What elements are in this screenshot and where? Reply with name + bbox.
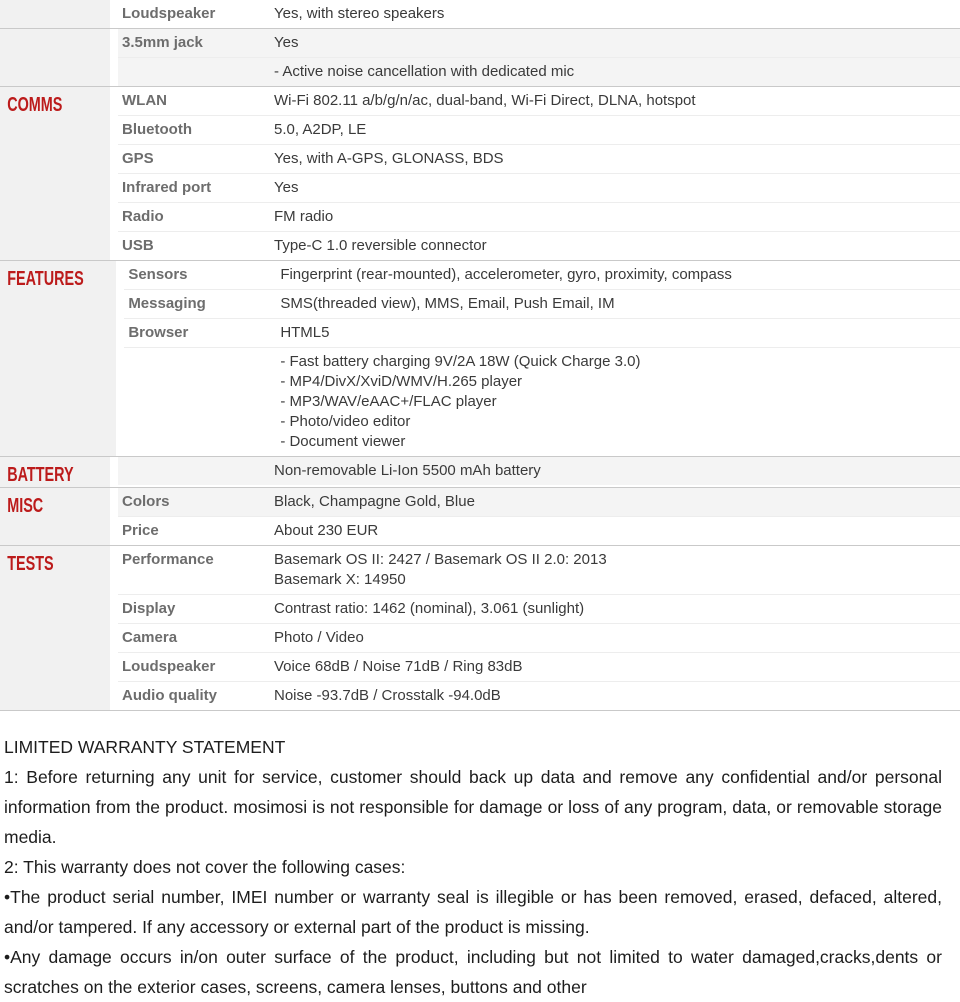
section-rows (118, 87, 960, 260)
spec-value (274, 488, 960, 516)
spec-value-line: - Active noise cancellation with dedicated mic (274, 63, 575, 80)
warranty-paragraph: 1: Before returning any unit for service, customer should back up data and remove any confidential and/or personal information from the product. mosimosi is not responsible for damage or loss of any program, data, or removable storage media. (4, 767, 942, 847)
category-label: TESTS (7, 553, 54, 575)
spec-value-line: FM radio (274, 208, 334, 225)
spec-attribute: Sensors (128, 266, 188, 283)
section-rows (118, 488, 960, 545)
spec-row (118, 0, 960, 28)
warranty-body (4, 762, 942, 1002)
spec-value-line: Contrast ratio: 1462 (nominal), 3.061 (sunlight) (274, 600, 585, 617)
spec-attribute: Camera (122, 629, 178, 646)
warranty-paragraph: •The product serial number, IMEI number or warranty seal is illegible or has been removed, erased, defaced, altered, and/or tampered. If any accessory or external part of the product is missing. (4, 887, 942, 937)
spec-attribute: Bluetooth (122, 121, 192, 138)
spec-attribute: Performance (122, 551, 214, 568)
spec-row (118, 87, 960, 116)
spec-row (118, 457, 960, 485)
warranty-paragraph: •Any damage occurs in/on outer surface of the product, including but not limited to water damaged,cracks,dents or scratches on the exterior cases, screens, camera lenses, buttons and other (4, 947, 942, 997)
spec-value-line: Fingerprint (rear-mounted), accelerometer, gyro, proximity, compass (280, 266, 732, 283)
spec-row (118, 595, 960, 624)
spec-attribute: Infrared port (122, 179, 212, 196)
category-label: COMMS (7, 94, 63, 116)
spec-attribute: Loudspeaker (122, 658, 216, 675)
spec-section (0, 456, 960, 487)
spec-value (274, 517, 960, 545)
category-label (0, 6, 7, 13)
section-rows (118, 29, 960, 86)
spec-value-line: Yes (274, 179, 299, 196)
spec-value (280, 348, 960, 456)
spec-section (0, 28, 960, 86)
spec-value-line: Basemark X: 14950 (274, 571, 406, 588)
spec-row (118, 58, 960, 86)
spec-row (124, 261, 960, 290)
spec-value (274, 457, 960, 485)
warranty-title: LIMITED WARRANTY STATEMENT (4, 737, 286, 757)
spec-row (124, 290, 960, 319)
spec-value (274, 595, 960, 623)
category-cell (0, 261, 116, 456)
spec-value-line: - MP4/DivX/XviD/WMV/H.265 player (280, 373, 523, 390)
spec-value-line: - Document viewer (280, 433, 406, 450)
spec-attribute: 3.5mm jack (122, 34, 203, 51)
spec-value-line: - Fast battery charging 9V/2A 18W (Quick Charge 3.0) (280, 353, 641, 370)
category-label (0, 35, 7, 42)
spec-value-line: Photo / Video (274, 629, 364, 646)
spec-attribute (118, 457, 274, 485)
spec-value (274, 145, 960, 173)
spec-value (280, 261, 960, 289)
spec-value-line: Noise -93.7dB / Crosstalk -94.0dB (274, 687, 501, 704)
spec-attribute: GPS (122, 150, 154, 167)
category-cell (0, 0, 110, 28)
spec-row (118, 145, 960, 174)
spec-attribute: Messaging (128, 295, 206, 312)
spec-attribute: Display (122, 600, 176, 617)
spec-value (274, 546, 960, 594)
category-cell (0, 29, 110, 86)
spec-value-line: Yes (274, 34, 299, 51)
spec-value (280, 319, 960, 347)
spec-value (274, 87, 960, 115)
spec-attribute: WLAN (122, 92, 167, 109)
spec-value-line: Non-removable Li-Ion 5500 mAh battery (274, 462, 541, 479)
spec-section (0, 260, 960, 456)
spec-row (118, 232, 960, 260)
category-label: BATTERY (7, 464, 74, 486)
spec-value (274, 203, 960, 231)
spec-value (274, 29, 960, 57)
section-rows (118, 0, 960, 28)
spec-value (274, 232, 960, 260)
spec-value (274, 682, 960, 710)
section-rows (118, 457, 960, 487)
spec-attribute: Loudspeaker (122, 5, 216, 22)
spec-attribute: USB (122, 237, 154, 254)
warranty-paragraph: 2: This warranty does not cover the following cases: (4, 857, 406, 877)
spec-value (274, 0, 960, 28)
spec-attribute: Colors (122, 493, 170, 510)
spec-row (118, 203, 960, 232)
spec-row (118, 517, 960, 545)
category-cell (0, 87, 110, 260)
spec-row (118, 29, 960, 58)
spec-value-line: HTML5 (280, 324, 330, 341)
spec-value-line: Black, Champagne Gold, Blue (274, 493, 475, 510)
spec-row (124, 348, 960, 456)
spec-value (274, 174, 960, 202)
spec-value-line: About 230 EUR (274, 522, 379, 539)
spec-row (118, 174, 960, 203)
spec-value (274, 653, 960, 681)
spec-value-line: Yes, with stereo speakers (274, 5, 445, 22)
section-rows (124, 261, 960, 456)
spec-value (280, 290, 960, 318)
category-cell (0, 488, 110, 545)
spec-row (118, 653, 960, 682)
spec-attribute: Radio (122, 208, 164, 225)
spec-value-line: Wi-Fi 802.11 a/b/g/n/ac, dual-band, Wi-Fi Direct, DLNA, hotspot (274, 92, 696, 109)
spec-attribute: Browser (128, 324, 189, 341)
spec-row (118, 624, 960, 653)
spec-value-line: Voice 68dB / Noise 71dB / Ring 83dB (274, 658, 523, 675)
spec-value-line: SMS(threaded view), MMS, Email, Push Email, IM (280, 295, 615, 312)
spec-section (0, 487, 960, 545)
spec-section (0, 86, 960, 260)
spec-value-line: Type-C 1.0 reversible connector (274, 237, 487, 254)
category-cell (0, 546, 110, 710)
spec-attribute: Audio quality (122, 687, 217, 704)
spec-attribute (124, 348, 280, 456)
spec-value-line: - MP3/WAV/eAAC+/FLAC player (280, 393, 497, 410)
spec-value-line: - Photo/video editor (280, 413, 411, 430)
spec-row (118, 116, 960, 145)
category-cell (0, 457, 110, 487)
category-label: FEATURES (7, 268, 84, 290)
spec-value-line: Yes, with A-GPS, GLONASS, BDS (274, 150, 504, 167)
section-rows (118, 546, 960, 710)
spec-attribute (118, 58, 274, 86)
warranty-section (0, 732, 960, 1002)
spec-row (118, 488, 960, 517)
spec-section (0, 0, 960, 28)
spec-value-line: 5.0, A2DP, LE (274, 121, 367, 138)
spec-value (274, 116, 960, 144)
spec-row (124, 319, 960, 348)
spec-row (118, 546, 960, 595)
spec-section (0, 545, 960, 711)
spec-value-line: Basemark OS II: 2427 / Basemark OS II 2.0: 2013 (274, 551, 607, 568)
spec-attribute: Price (122, 522, 159, 539)
spec-value (274, 58, 960, 86)
spec-value (274, 624, 960, 652)
category-label: MISC (7, 495, 44, 517)
spec-row (118, 682, 960, 710)
